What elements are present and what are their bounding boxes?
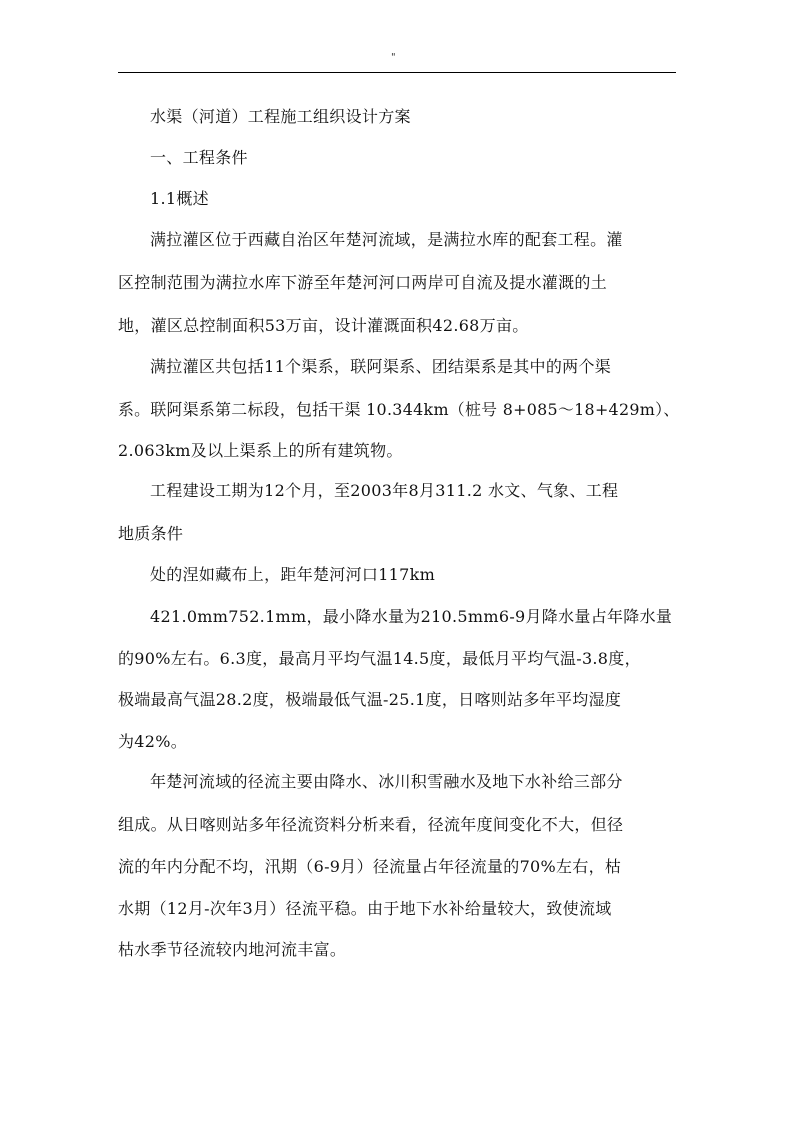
paragraph-line: 区控制范围为满拉水库下游至年楚河河口两岸可自流及提水灌溉的土 [118,273,608,292]
paragraph-line: 地质条件 [118,524,184,543]
paragraph-line: 421.0mm752.1mm，最小降水量为210.5mm6-9月降水量占年降水量 [150,607,673,626]
paragraph-line: 组成。从日喀则站多年径流资料分析来看，径流年度间变化不大，但径 [118,815,624,834]
paragraph-line: 极端最高气温28.2度，极端最低气温-25.1度，日喀则站多年平均湿度 [118,690,622,709]
header-rule [118,72,676,73]
paragraph-line: 地，灌区总控制面积53万亩，设计灌溉面积42.68万亩。 [118,316,529,335]
paragraph-line: 系。联阿渠系第二标段，包括干渠 10.344km（桩号 8+085～18+429m）、 [118,400,680,419]
paragraph-line: 工程建设工期为12个月，至2003年8月311.2 水文、气象、工程 [150,481,619,500]
header-mark: " [391,52,396,63]
paragraph-line: 年楚河流域的径流主要由降水、冰川积雪融水及地下水补给三部分 [150,772,623,791]
subsection-heading: 1.1概述 [150,189,209,208]
paragraph-line: 流的年内分配不均，汛期（6-9月）径流量占年径流量的70%左右，枯 [118,857,622,876]
paragraph-line: 满拉灌区位于西藏自治区年楚河流域，是满拉水库的配套工程。灌 [150,230,623,249]
paragraph-line: 水期（12月-次年3月）径流平稳。由于地下水补给量较大，致使流域 [118,899,612,918]
paragraph-line: 满拉灌区共包括11个渠系，联阿渠系、团结渠系是其中的两个渠 [150,357,612,376]
paragraph-line: 枯水季节径流较内地河流丰富。 [118,940,347,959]
paragraph-line: 的90%左右。6.3度，最高月平均气温14.5度，最低月平均气温-3.8度， [118,649,641,668]
paragraph-line: 处的涅如藏布上，距年楚河河口117km [150,565,436,584]
paragraph-line: 2.063km及以上渠系上的所有建筑物。 [118,441,403,460]
paragraph-line: 为42%。 [118,732,188,751]
section-heading: 一、工程条件 [150,148,248,167]
document-title: 水渠（河道）工程施工组织设计方案 [150,107,411,126]
